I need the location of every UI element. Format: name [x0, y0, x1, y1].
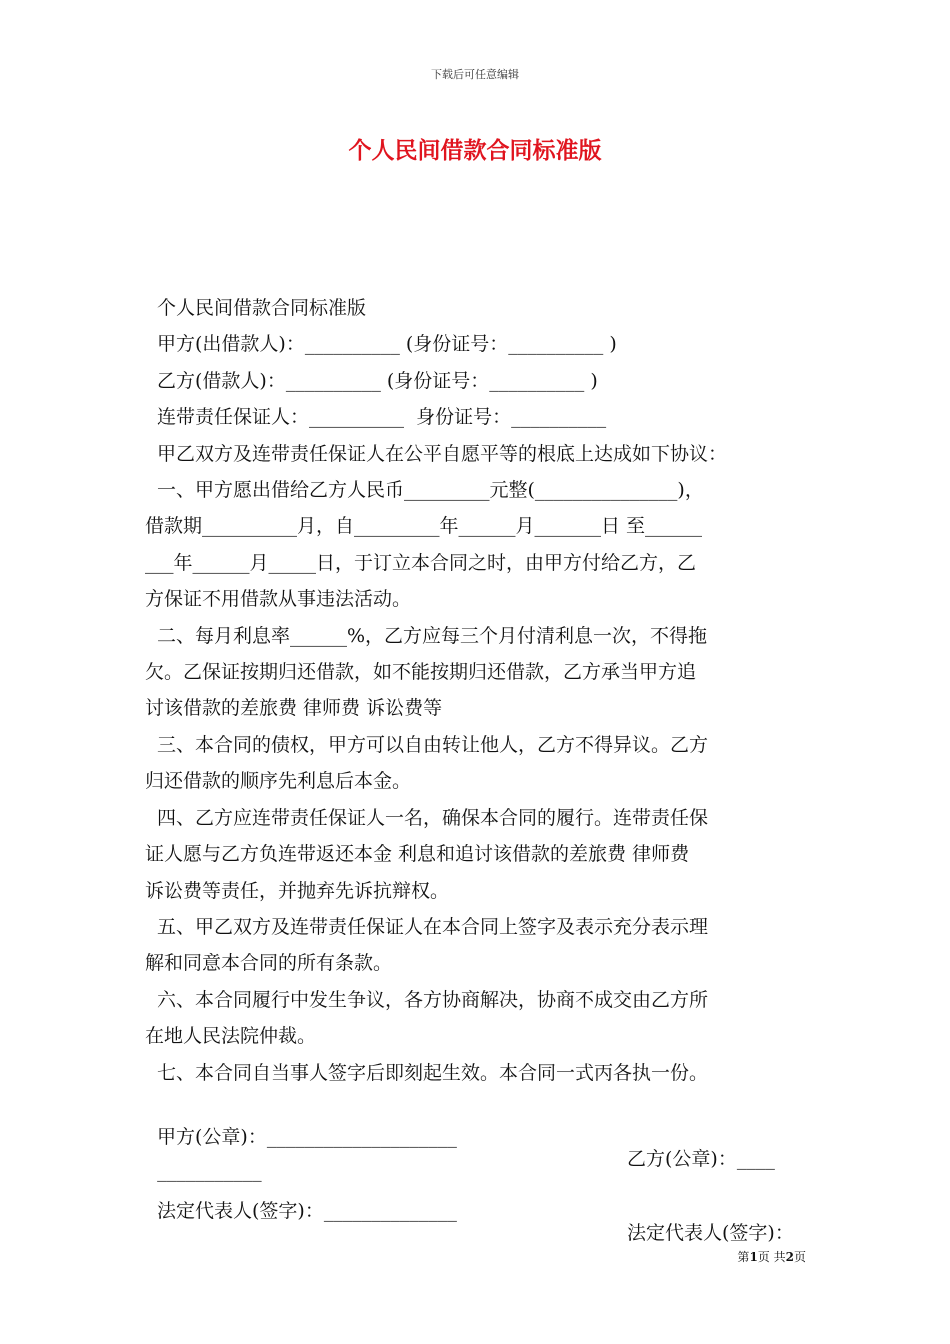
- body-line-guarantor: 连带责任保证人：__________ 身份证号：__________: [157, 406, 607, 429]
- body-line-clause-3: 三、本合同的债权，甲方可以自由转让他人，乙方不得异议。乙方: [157, 733, 709, 756]
- body-line-clause-2: 二、每月利息率______%，乙方应每三个月付清利息一次，不得拖: [157, 624, 708, 647]
- document-body: [145, 290, 815, 1091]
- body-line: 证人愿与乙方负连带返还本金 利息和追讨该借款的差旅费 律师费: [145, 843, 690, 866]
- body-line-subtitle: 个人民间借款合同标准版: [157, 297, 367, 319]
- party-b-seal: 乙方(公章)：____: [627, 1148, 775, 1170]
- footer-total-pages: 2: [785, 1250, 794, 1264]
- body-line: 借款期__________月，自_________年______月_______日 至______: [145, 515, 703, 538]
- body-line-clause-6: 六、本合同履行中发生争议，各方协商解决，协商不成交由乙方所: [157, 988, 709, 1011]
- signature-row-rep: [145, 1174, 815, 1244]
- footer-suffix: 页: [793, 1250, 806, 1264]
- signature-row-seal-cont: [145, 1138, 815, 1182]
- page-footer: [737, 1248, 806, 1265]
- party-b-seal-underline: ___________: [157, 1160, 262, 1182]
- party-a-representative: 法定代表人(签字)：______________: [157, 1200, 457, 1222]
- body-line: 解和同意本合同的所有条款。: [145, 952, 393, 975]
- body-line: 诉讼费等责任，并抛弃先诉抗辩权。: [145, 879, 450, 902]
- signature-row-seal: [145, 1100, 815, 1170]
- body-line: 讨该借款的差旅费 律师费 诉讼费等: [145, 697, 443, 720]
- body-line-clause-4: 四、乙方应连带责任保证人一名，确保本合同的履行。连带责任保: [157, 806, 709, 829]
- body-line: 方保证不用借款从事违法活动。: [145, 588, 412, 611]
- footer-prefix: 第: [737, 1250, 750, 1264]
- body-line-party-b: 乙方(借款人)：__________ (身份证号：__________ ): [157, 369, 598, 392]
- party-b-representative: 法定代表人(签字)：: [627, 1222, 794, 1244]
- footer-mid: 页 共: [757, 1250, 786, 1264]
- body-line-party-a: 甲方(出借款人)：__________ (身份证号：__________ ): [157, 333, 617, 356]
- body-line: ___年______月_____日，于订立本合同之时，由甲方付给乙方，乙: [145, 551, 697, 574]
- body-line-clause-7: 七、本合同自当事人签字后即刻起生效。本合同一式丙各执一份。: [157, 1061, 709, 1084]
- document-title: 个人民间借款合同标准版: [348, 137, 602, 164]
- body-line: 欠。乙保证按期归还借款，如不能按期归还借款，乙方承当甲方追: [145, 661, 697, 684]
- body-line: 在地人民法院仲裁。: [145, 1025, 317, 1048]
- body-line-clause-1: 一、甲方愿出借给乙方人民币_________元整(_______________)，: [157, 479, 704, 502]
- footer-page-number: 1: [749, 1250, 758, 1264]
- body-line-agreement: 甲乙双方及连带责任保证人在公平自愿平等的根底上达成如下协议：: [157, 442, 728, 465]
- body-line: 归还借款的顺序先利息后本金。: [145, 770, 412, 793]
- party-a-seal: 甲方(公章)：____________________: [157, 1126, 457, 1148]
- body-line-clause-5: 五、甲乙双方及连带责任保证人在本合同上签字及表示充分表示理: [157, 915, 709, 938]
- header-note: 下载后可任意编辑: [431, 68, 519, 81]
